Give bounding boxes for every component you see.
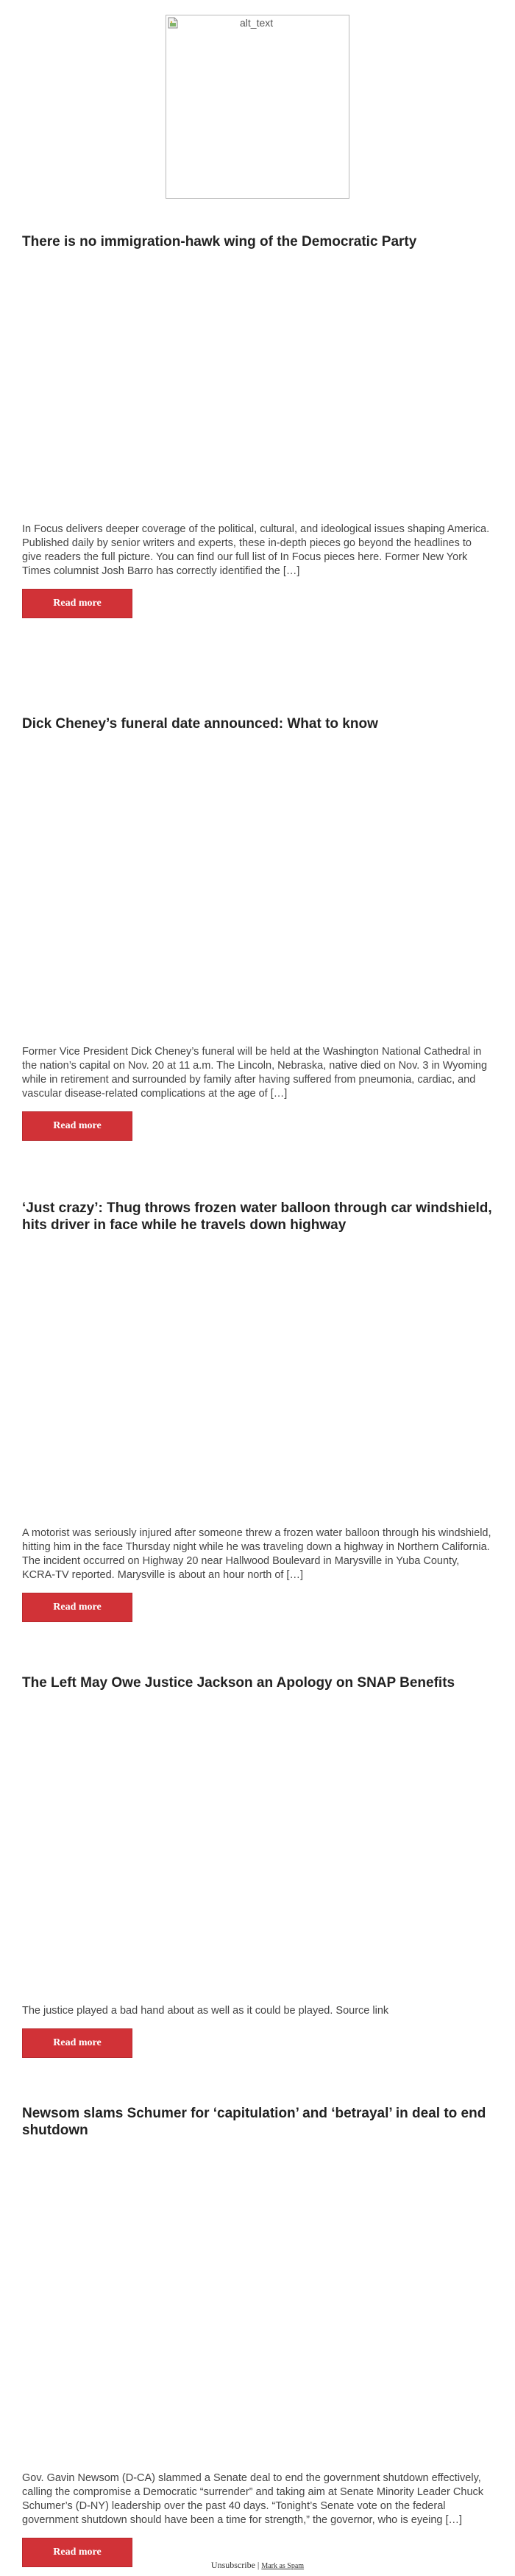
article-image-placeholder [22,1691,493,1989]
article-title[interactable]: There is no immigration-hawk wing of the Democratic Party [22,234,417,250]
article-image-placeholder [22,250,493,508]
email-footer [0,2560,515,2571]
article-excerpt: The justice played a bad hand about as well as it could be played. Source link [22,2005,389,2017]
logo-image-placeholder [166,15,349,199]
article-title[interactable]: ‘Just crazy’: Thug throws frozen water balloon through car windshield, hits driver in face while he travels down highway [22,1200,492,1233]
article-title[interactable]: Newsom slams Schumer for ‘capitulation’ and ‘betrayal’ in deal to end shutdown [22,2106,486,2138]
mark-as-spam-link[interactable]: Mark as Spam [261,2562,305,2570]
article-card [22,715,493,1141]
article-excerpt: In Focus delivers deeper coverage of the political, cultural, and ideological issues shaping America. Published daily by senior writers and experts, these in-depth pieces go beyond the headlines to give readers the full picture. You can find our full list of In Focus pieces here. Former New York Times columnist Josh Barro has correctly identified the […] [22,523,490,577]
article-title[interactable]: The Left May Owe Justice Jackson an Apology on SNAP Benefits [22,1675,455,1691]
header-logo [166,15,349,199]
read-more-button[interactable]: Read more [22,2028,132,2058]
read-more-button[interactable]: Read more [22,1593,132,1622]
article-image-placeholder [22,732,493,1030]
article-card [22,2105,493,2567]
read-more-button[interactable]: Read more [22,2538,132,2567]
article-card [22,233,493,618]
article-excerpt: Gov. Gavin Newsom (D-CA) slammed a Senate deal to end the government shutdown effectively, calling the compromise a Democratic “surrender” and taking aim at Senate Minority Leader Chuck Schumer’s (D-NY) leadership over the past 40 days. “Tonight’s Senate vote on the federal government shutdown should have been a time for strength,” the governor, who is eyeing […] [22,2472,484,2526]
broken-image-icon [168,17,178,29]
article-excerpt: Former Vice President Dick Cheney’s funeral will be held at the Washington National Cathedral in the nation’s capital on Nov. 20 at 11 a.m. The Lincoln, Nebraska, native died on Nov. 3 in Wyoming while in retirement and surrounded by family after having suffered from pneumonia, cardiac, and vascular disease-related complications at the age of […] [22,1046,488,1100]
read-more-button[interactable]: Read more [22,589,132,618]
article-image-placeholder [22,1234,493,1512]
article-card [22,1674,493,2058]
article-title[interactable]: Dick Cheney’s funeral date announced: What to know [22,716,378,732]
article-card [22,1200,493,1622]
read-more-button[interactable]: Read more [22,1111,132,1141]
article-excerpt: A motorist was seriously injured after someone threw a frozen water balloon through his windshield, hitting him in the face Thursday night while he was traveling down a highway in Northern California. The incident occurred on Highway 20 near Hallwood Boulevard in Marysville in Yuba County, KCRA-TV reported. Marysville is about an hour north of […] [22,1527,491,1581]
article-image-placeholder [22,2139,493,2457]
unsubscribe-link[interactable]: Unsubscribe [210,2560,255,2570]
footer-separator: | [257,2560,260,2570]
logo-alt-text: alt_text [240,17,274,29]
